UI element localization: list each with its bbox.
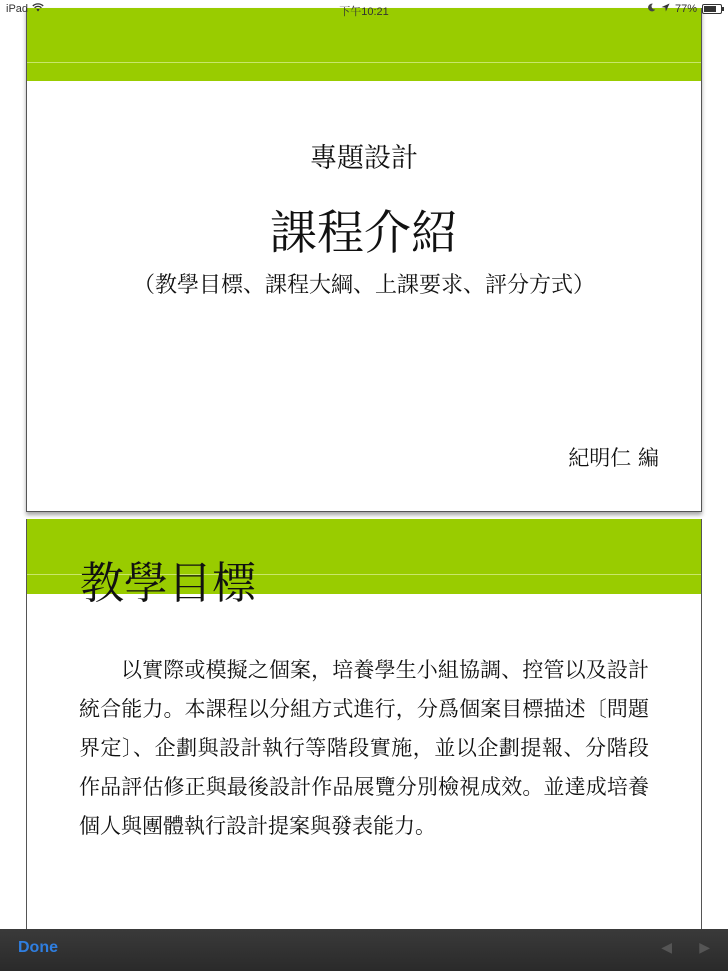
- bottom-toolbar: [0, 929, 728, 971]
- slide-author: 紀明仁 編: [568, 446, 659, 470]
- prev-page-icon[interactable]: ◀: [661, 940, 672, 956]
- slide-heading: 教學目標: [80, 558, 256, 609]
- next-page-icon[interactable]: ▶: [699, 940, 710, 956]
- device-name: iPad: [6, 3, 29, 15]
- battery-percent: 77%: [674, 3, 697, 15]
- location-arrow-icon: [661, 3, 670, 15]
- status-bar: [0, 0, 728, 18]
- slide-body-text: 以實際或模擬之個案，培養學生小組協調、控管以及設計統合能力。本課程以分組方式進行，分爲個案目標描述〔問題界定〕、企劃與設計執行等階段實施，並以企劃提報、分階段作品評估修正與最後設計作品展覽分別檢視成效。並達成培養個人與團體執行設計提案與發表能力。: [79, 658, 649, 838]
- done-button[interactable]: Done: [18, 939, 58, 956]
- slide-title: 課程介紹: [270, 206, 458, 261]
- battery-level: [704, 6, 716, 12]
- moon-icon: [647, 3, 656, 15]
- slide-description: （教學目標、課程大綱、上課要求、評分方式）: [132, 273, 595, 298]
- battery-icon: [702, 4, 722, 14]
- status-right: [647, 3, 722, 15]
- band-divider: [27, 62, 701, 63]
- slide-subtitle: 專題設計: [310, 143, 418, 174]
- status-time: 下午10:21: [339, 6, 389, 18]
- slide-1[interactable]: [26, 8, 702, 512]
- slide-2[interactable]: [26, 519, 702, 949]
